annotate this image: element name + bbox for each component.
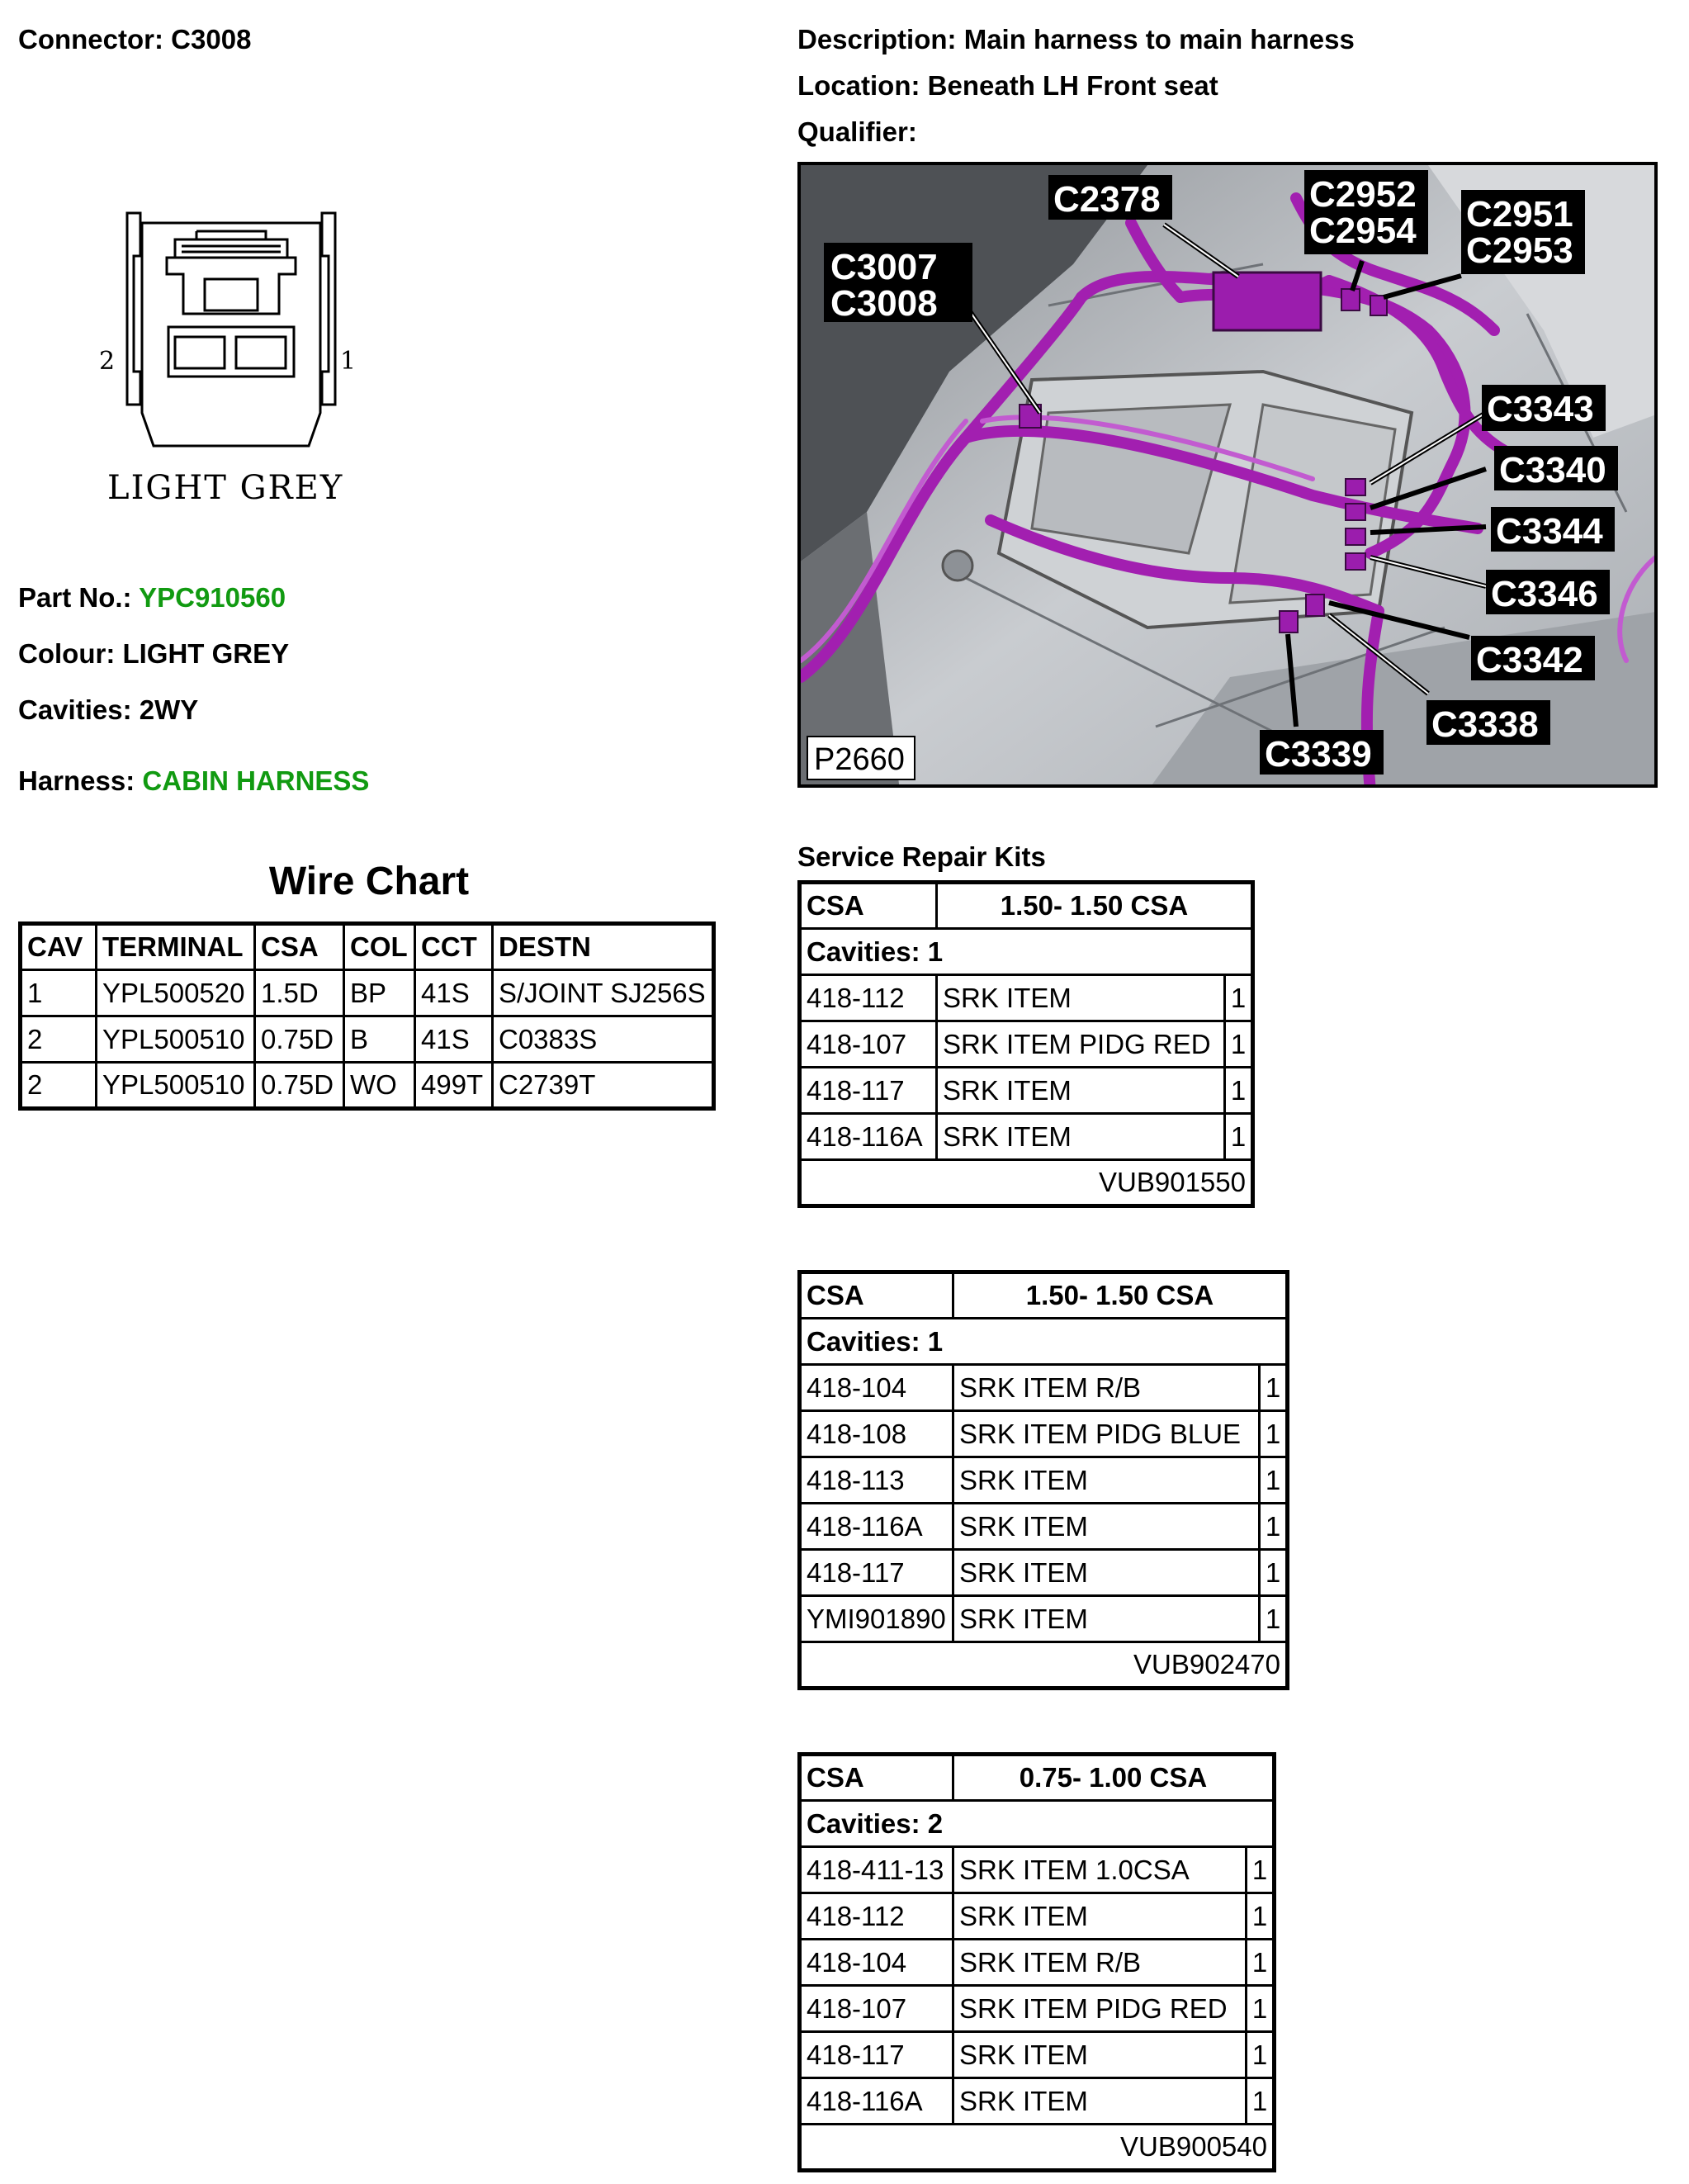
table-row [800, 1504, 1288, 1550]
kit-item-code: 418-107 [800, 1021, 937, 1068]
cell-csa: 1.5D [255, 970, 344, 1016]
table-row [800, 1114, 1253, 1160]
repair-kit-table [797, 1270, 1289, 1690]
kit-item-desc: SRK ITEM [953, 1893, 1247, 1940]
kit-item-desc: SRK ITEM [953, 1504, 1260, 1550]
callout-c2953: C2953 [1466, 230, 1573, 271]
cavities-label: Cavities: [18, 694, 132, 725]
callout-c2378: C2378 [1053, 179, 1161, 220]
location-value: Beneath LH Front seat [927, 70, 1218, 101]
kit-number: VUB901550 [800, 1160, 1253, 1206]
kit-item-desc: SRK ITEM PIDG RED [953, 1986, 1247, 2032]
callout-c3339: C3339 [1265, 734, 1372, 775]
description-value: Main harness to main harness [963, 24, 1355, 54]
pin-2-label: 2 [99, 347, 116, 376]
kit-item-code: 418-117 [800, 1068, 937, 1114]
kit-item-code: 418-117 [800, 1550, 953, 1596]
qualifier-label: Qualifier: [797, 116, 917, 147]
col-destn: DESTN [493, 924, 714, 970]
callout-c3340: C3340 [1499, 450, 1606, 490]
location-line [797, 69, 1218, 102]
col-col: COL [344, 924, 415, 970]
kit-item-qty: 1 [1247, 1893, 1275, 1940]
harness-link[interactable]: CABIN HARNESS [142, 765, 370, 796]
cell-col: WO [344, 1063, 415, 1109]
kit-item-qty: 1 [1247, 2078, 1275, 2125]
callout-c3008: C3008 [830, 283, 938, 324]
callout-c2952: C2952 [1309, 174, 1417, 215]
repair-kit-table [797, 1752, 1276, 2172]
cell-terminal: YPL500520 [97, 970, 255, 1016]
cell-cav: 2 [21, 1063, 97, 1109]
table-row [21, 1016, 714, 1063]
connector-header [18, 23, 251, 56]
table-row [21, 1063, 714, 1109]
qualifier-line [797, 116, 917, 149]
kit-item-code: 418-116A [800, 2078, 953, 2125]
table-row [800, 1365, 1288, 1411]
kit-item-desc: SRK ITEM 1.0CSA [953, 1847, 1247, 1893]
col-cav: CAV [21, 924, 97, 970]
kit-item-code: 418-117 [800, 2032, 953, 2078]
colour-label: Colour: [18, 638, 116, 669]
kit-csa-label: CSA [800, 1755, 953, 1801]
kit-item-code: 418-116A [800, 1114, 937, 1160]
callout-c3007: C3007 [830, 247, 938, 287]
table-row [800, 975, 1253, 1021]
kit-item-code: 418-411-13 [800, 1847, 953, 1893]
kit-item-code: 418-112 [800, 1893, 953, 1940]
connector-face-drawing [99, 206, 363, 462]
kit-number: VUB900540 [800, 2125, 1275, 2171]
kit-item-qty: 1 [1225, 975, 1253, 1021]
kit-item-desc: SRK ITEM PIDG BLUE [953, 1411, 1260, 1457]
table-row [800, 1068, 1253, 1114]
connector-location-image [797, 162, 1658, 788]
kit-item-qty: 1 [1225, 1068, 1253, 1114]
kit-cavities: Cavities: 1 [800, 929, 1253, 975]
table-row [800, 1596, 1288, 1642]
harness-label: Harness: [18, 765, 135, 796]
cell-cct: 499T [415, 1063, 493, 1109]
kit-cavities: Cavities: 1 [800, 1319, 1288, 1365]
kit-item-desc: SRK ITEM [953, 2032, 1247, 2078]
colour-line [18, 637, 289, 670]
description-label: Description: [797, 24, 957, 54]
table-row [800, 1411, 1288, 1457]
pin-1-label: 1 [340, 347, 357, 376]
part-number-label: Part No.: [18, 582, 132, 613]
col-terminal: TERMINAL [97, 924, 255, 970]
cell-csa: 0.75D [255, 1063, 344, 1109]
table-row [800, 2078, 1275, 2125]
kit-item-code: 418-104 [800, 1940, 953, 1986]
kit-item-desc: SRK ITEM R/B [953, 1940, 1247, 1986]
wire-chart-title: Wire Chart [268, 860, 470, 903]
description-line [797, 23, 1355, 56]
kit-item-qty: 1 [1260, 1596, 1288, 1642]
wire-chart-header-row [21, 924, 714, 970]
kit-item-qty: 1 [1225, 1021, 1253, 1068]
cell-cct: 41S [415, 970, 493, 1016]
repair-kit-table [797, 880, 1255, 1208]
kit-item-desc: SRK ITEM [937, 1068, 1225, 1114]
kit-item-desc: SRK ITEM [953, 1457, 1260, 1504]
callout-c3343: C3343 [1487, 389, 1594, 429]
cell-col: BP [344, 970, 415, 1016]
table-row [800, 1986, 1275, 2032]
kit-item-code: YMI901890 [800, 1596, 953, 1642]
table-row [800, 1021, 1253, 1068]
kit-item-qty: 1 [1260, 1457, 1288, 1504]
kit-item-desc: SRK ITEM R/B [953, 1365, 1260, 1411]
kit-item-qty: 1 [1247, 1940, 1275, 1986]
cell-col: B [344, 1016, 415, 1063]
cell-cav: 2 [21, 1016, 97, 1063]
kit-item-qty: 1 [1225, 1114, 1253, 1160]
wire-chart-table [18, 921, 716, 1111]
kit-csa-value: 0.75- 1.00 CSA [953, 1755, 1275, 1801]
kit-cavities: Cavities: 2 [800, 1801, 1275, 1847]
kit-csa-value: 1.50- 1.50 CSA [953, 1272, 1288, 1319]
callout-c3338: C3338 [1431, 704, 1539, 745]
kit-item-qty: 1 [1260, 1504, 1288, 1550]
cell-csa: 0.75D [255, 1016, 344, 1063]
part-number-link[interactable]: YPC910560 [139, 582, 286, 613]
colour-value: LIGHT GREY [122, 638, 290, 669]
kit-item-qty: 1 [1247, 1847, 1275, 1893]
kit-csa-value: 1.50- 1.50 CSA [937, 883, 1253, 929]
cell-destn: C0383S [493, 1016, 714, 1063]
kit-item-code: 418-107 [800, 1986, 953, 2032]
service-repair-kits-title: Service Repair Kits [797, 841, 1046, 872]
callout-c2954: C2954 [1309, 211, 1417, 251]
kit-item-code: 418-113 [800, 1457, 953, 1504]
col-cct: CCT [415, 924, 493, 970]
kit-item-desc: SRK ITEM [937, 1114, 1225, 1160]
kit-csa-label: CSA [800, 883, 937, 929]
callout-c3342: C3342 [1476, 640, 1583, 680]
location-label: Location: [797, 70, 920, 101]
kit-item-qty: 1 [1260, 1550, 1288, 1596]
table-row [800, 2032, 1275, 2078]
kit-item-desc: SRK ITEM [953, 1550, 1260, 1596]
cell-cav: 1 [21, 970, 97, 1016]
cell-terminal: YPL500510 [97, 1063, 255, 1109]
kit-item-qty: 1 [1247, 1986, 1275, 2032]
part-number-line [18, 581, 286, 614]
table-row [800, 1457, 1288, 1504]
kit-item-desc: SRK ITEM PIDG RED [937, 1021, 1225, 1068]
kit-csa-label: CSA [800, 1272, 953, 1319]
cell-destn: C2739T [493, 1063, 714, 1109]
cell-terminal: YPL500510 [97, 1016, 255, 1063]
harness-line [18, 765, 369, 798]
kit-item-qty: 1 [1247, 2032, 1275, 2078]
photo-id: P2660 [814, 742, 905, 777]
kit-item-qty: 1 [1260, 1365, 1288, 1411]
connector-value: C3008 [171, 24, 252, 54]
connector-colour-caption: LIGHT GREY [107, 469, 344, 507]
kit-number: VUB902470 [800, 1642, 1288, 1689]
kit-item-code: 418-108 [800, 1411, 953, 1457]
col-csa: CSA [255, 924, 344, 970]
kit-item-qty: 1 [1260, 1411, 1288, 1457]
table-row [21, 970, 714, 1016]
cavities-line [18, 694, 198, 727]
connector-label: Connector: [18, 24, 163, 54]
cavities-value: 2WY [139, 694, 199, 725]
kit-item-code: 418-116A [800, 1504, 953, 1550]
kit-item-code: 418-104 [800, 1365, 953, 1411]
kit-item-desc: SRK ITEM [953, 2078, 1247, 2125]
cell-destn: S/JOINT SJ256S [493, 970, 714, 1016]
kit-item-code: 418-112 [800, 975, 937, 1021]
callout-c3346: C3346 [1491, 574, 1598, 614]
callout-c3344: C3344 [1496, 511, 1603, 552]
table-row [800, 1940, 1275, 1986]
callout-c2951: C2951 [1466, 194, 1573, 235]
table-row [800, 1847, 1275, 1893]
table-row [800, 1893, 1275, 1940]
cell-cct: 41S [415, 1016, 493, 1063]
kit-item-desc: SRK ITEM [937, 975, 1225, 1021]
table-row [800, 1550, 1288, 1596]
kit-item-desc: SRK ITEM [953, 1596, 1260, 1642]
